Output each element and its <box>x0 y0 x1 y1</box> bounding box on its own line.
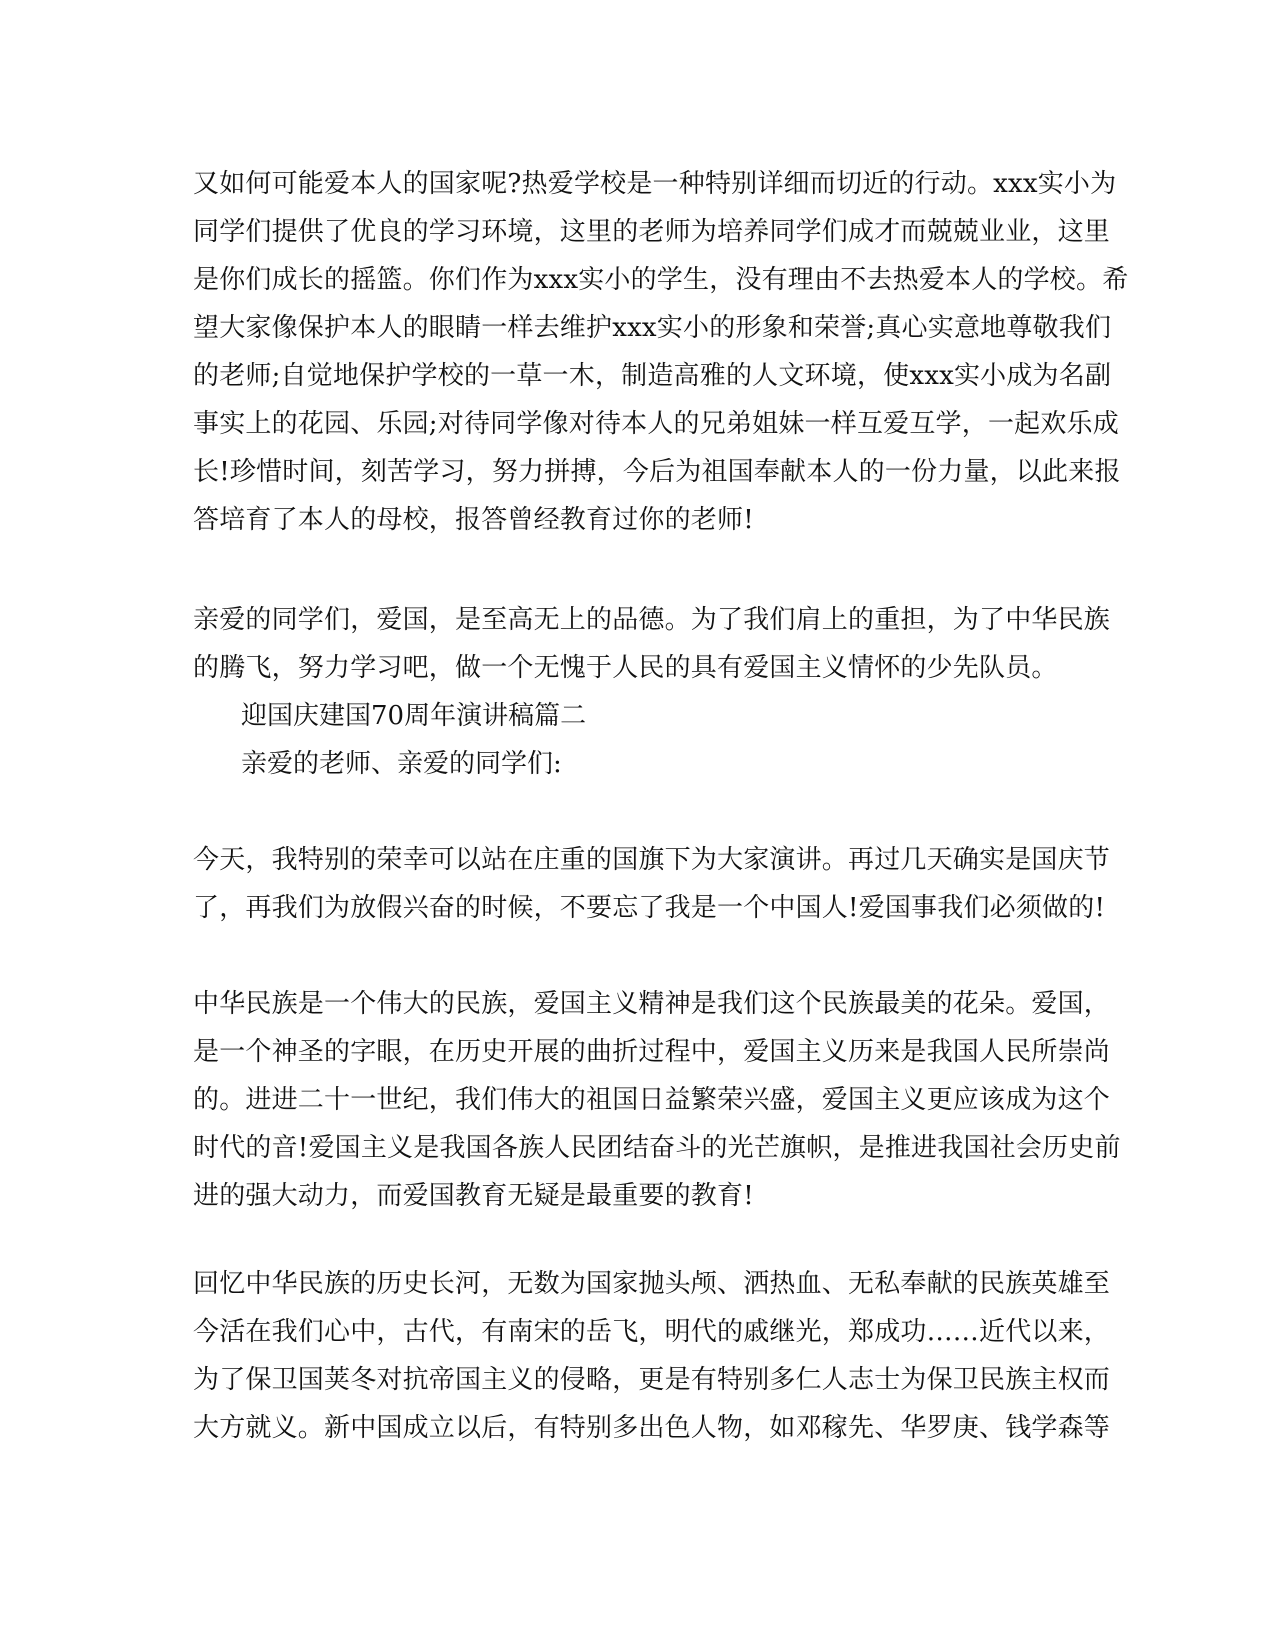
text-line: 的腾飞，努力学习吧，做一个无愧于人民的具有爱国主义情怀的少先队员。 <box>193 653 1058 683</box>
text-line: 了，再我们为放假兴奋的时候，不要忘了我是一个中国人!爱国事我们必须做的! <box>193 893 1106 923</box>
text-line: 同学们提供了优良的学习环境，这里的老师为培养同学们成才而兢兢业业，这里 <box>193 217 1111 247</box>
text-line: 的。进进二十一世纪，我们伟大的祖国日益繁荣兴盛，爱国主义更应该成为这个 <box>193 1085 1111 1115</box>
text-line: 望大家像保护本人的眼睛一样去维护xxx实小的形象和荣誉;真心实意地尊敬我们 <box>193 313 1112 343</box>
section-heading <box>193 692 1093 740</box>
paragraph-closing <box>193 596 1111 692</box>
section-heading-text: 迎国庆建国70周年演讲稿篇二 <box>241 701 587 731</box>
salutation-text: 亲爱的老师、亲爱的同学们: <box>241 749 562 779</box>
text-line: 大方就义。新中国成立以后，有特别多出色人物，如邓稼先、华罗庚、钱学森等 <box>193 1413 1111 1443</box>
salutation <box>193 740 1093 788</box>
text-line: 中华民族是一个伟大的民族，爱国主义精神是我们这个民族最美的花朵。爱国， <box>193 989 1111 1019</box>
text-line: 今活在我们心中，古代，有南宋的岳飞，明代的戚继光，郑成功……近代以来， <box>193 1317 1111 1347</box>
text-line: 的老师;自觉地保护学校的一草一木，制造高雅的人文环境，使xxx实小成为名副 <box>193 361 1112 391</box>
paragraph-school-love <box>193 160 1129 544</box>
text-line: 进的强大动力，而爱国教育无疑是最重要的教育! <box>193 1181 754 1211</box>
paragraph-patriotism <box>193 980 1121 1220</box>
text-line: 是你们成长的摇篮。你们作为xxx实小的学生，没有理由不去热爱本人的学校。希 <box>193 265 1129 295</box>
text-line: 事实上的花园、乐园;对待同学像对待本人的兄弟姐妹一样互爱互学，一起欢乐成 <box>193 409 1119 439</box>
text-line: 答培育了本人的母校，报答曾经教育过你的老师! <box>193 505 754 535</box>
text-line: 今天，我特别的荣幸可以站在庄重的国旗下为大家演讲。再过几天确实是国庆节 <box>193 845 1111 875</box>
text-line: 亲爱的同学们，爱国，是至高无上的品德。为了我们肩上的重担，为了中华民族 <box>193 605 1111 635</box>
text-line: 长!珍惜时间，刻苦学习，努力拼搏，今后为祖国奉献本人的一份力量，以此来报 <box>193 457 1121 487</box>
text-line: 又如何可能爱本人的国家呢?热爱学校是一种特别详细而切近的行动。xxx实小为 <box>193 169 1117 199</box>
text-line: 为了保卫国荚冬对抗帝国主义的侵略，更是有特别多仁人志士为保卫民族主权而 <box>193 1365 1111 1395</box>
text-line: 是一个神圣的字眼，在历史开展的曲折过程中，爱国主义历来是我国人民所崇尚 <box>193 1037 1111 1067</box>
text-line: 时代的音!爱国主义是我国各族人民团结奋斗的光芒旗帜，是推进我国社会历史前 <box>193 1133 1121 1163</box>
paragraph-history <box>193 1260 1111 1452</box>
paragraph-opening <box>193 836 1111 932</box>
text-line: 回忆中华民族的历史长河，无数为国家抛头颅、洒热血、无私奉献的民族英雄至 <box>193 1269 1111 1299</box>
